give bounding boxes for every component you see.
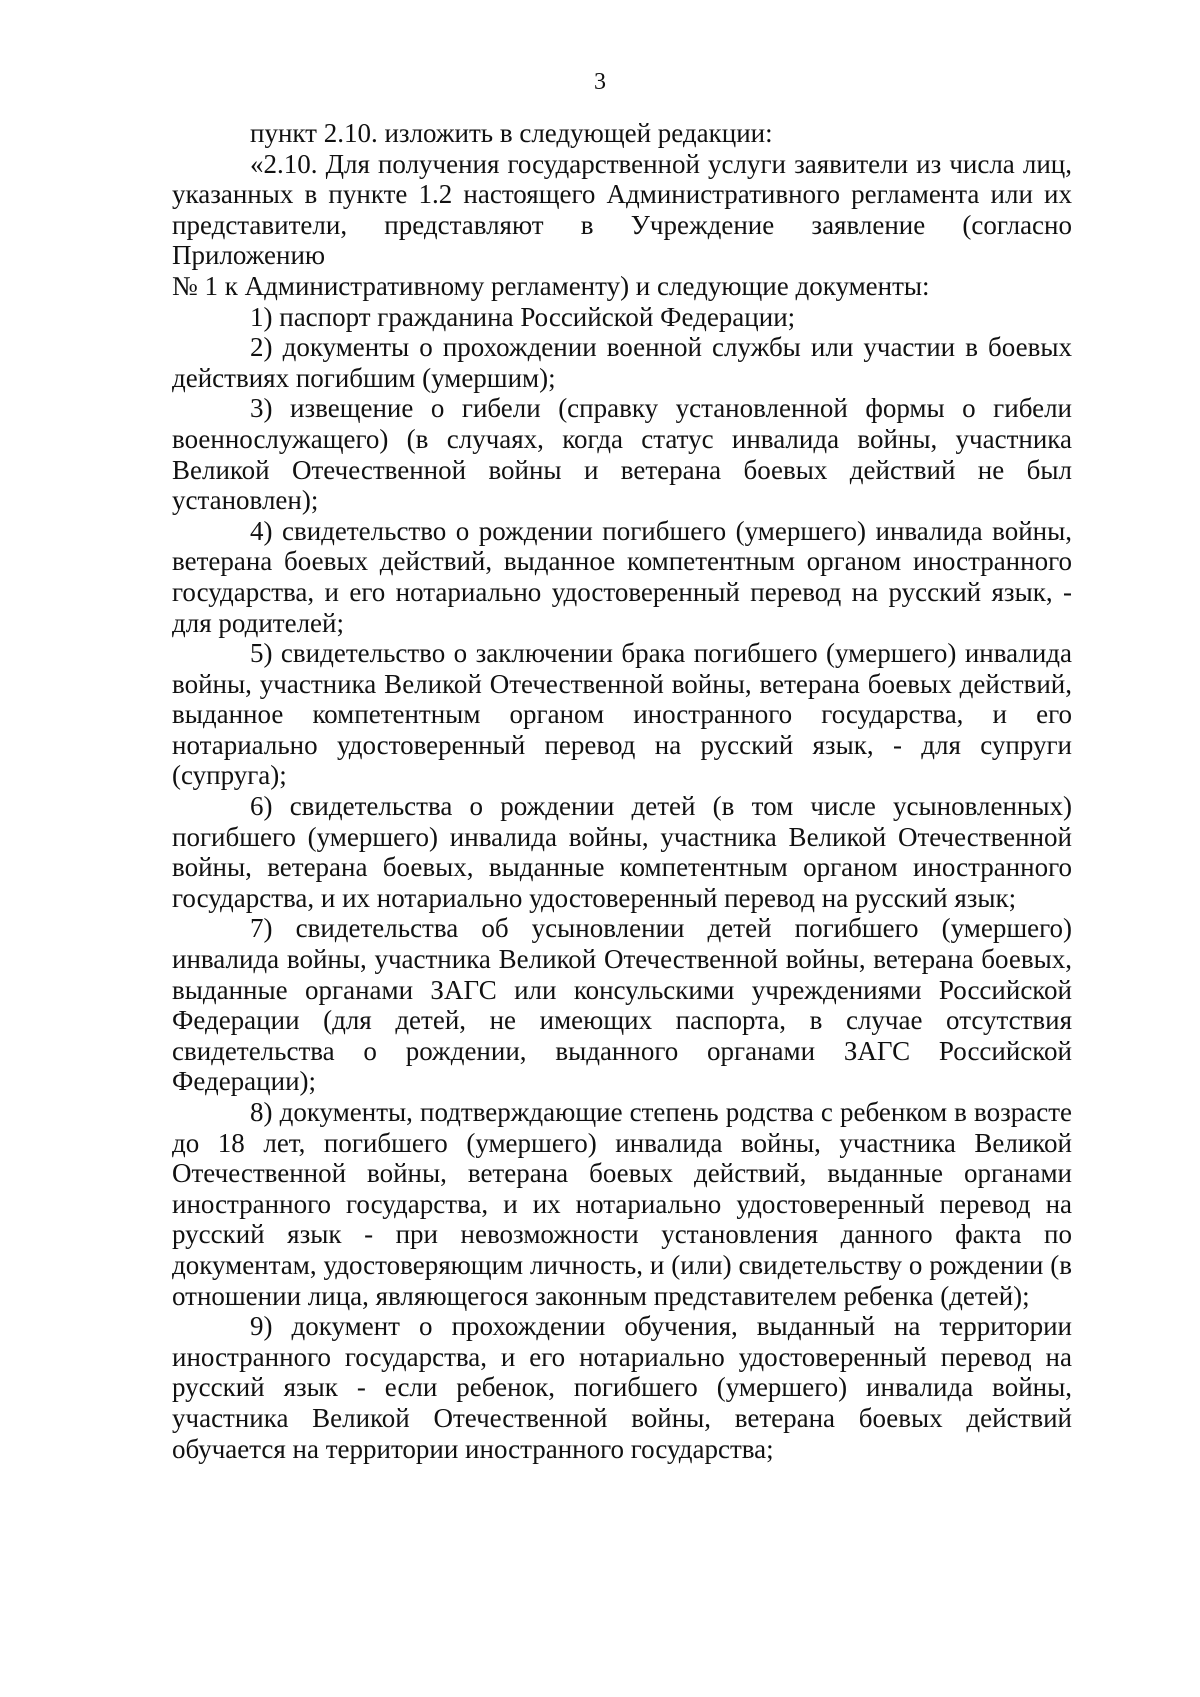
list-item-8: 8) документы, подтверждающие степень родства с ребенком в возрасте до 18 лет, погибшего (умершего) инвалида войны, участника Великой Отечественной войны, ветерана боевых действий, выданные органами иностранного государства, и их нотариально удостоверенный перевод на русский язык - при невозможности установления данного факта по документам, удостоверяющим личность, и (или) свидетельству о рождении (в отношении лица, являющегося законным представителем ребенка (детей); [172,1097,1072,1311]
list-item-9: 9) документ о прохождении обучения, выданный на территории иностранного государства, и его нотариально удостоверенный перевод на русский язык - если ребенок, погибшего (умершего) инвалида войны, участника Великой Отечественной войны, ветерана боевых действий обучается на территории иностранного государства; [172,1311,1072,1464]
page-number: 3 [594,69,606,95]
paragraph-intro: пункт 2.10. изложить в следующей редакции: [250,118,773,148]
list-item-3: 3) извещение о гибели (справку установленной формы о гибели военнослужащего) (в случаях, когда статус инвалида войны, участника Великой Отечественной войны и ветерана боевых действий не был установлен); [172,393,1072,516]
list-item-6: 6) свидетельства о рождении детей (в том числе усыновленных) погибшего (умершего) инвалида войны, участника Великой Отечественной войны, ветерана боевых, выданные компетентным органом иностранного государства, и их нотариально удостоверенный перевод на русский язык; [172,791,1072,913]
list-item-4: 4) свидетельство о рождении погибшего (умершего) инвалида войны, ветерана боевых действий, выданное компетентным органом иностранного государства, и его нотариально удостоверенный перевод на русский язык, - для родителей; [172,515,1072,638]
list-item-1: 1) паспорт гражданина Российской Федерации; [250,301,796,332]
list-item-5: 5) свидетельство о заключении брака погибшего (умершего) инвалида войны, участника Великой Отечественной войны, ветерана боевых действий, выданное компетентным органом иностранного государства, и его нотариально удостоверенный перевод на русский язык, - для супруги (супруга); [172,638,1072,791]
paragraph-2-10: «2.10. Для получения государственной услуги заявители из числа лиц, указанных в пункте 1.2 настоящего Административного регламента или их представители, представляют в Учреждение заявление (согласно Приложению [172,148,1072,271]
paragraph-documents-list-intro: № 1 к Административному регламенту) и следующие документы: [172,270,930,301]
list-item-2: 2) документы о прохождении военной службы или участии в боевых действиях погибшим (умершим); [172,332,1072,393]
list-item-7: 7) свидетельства об усыновлении детей погибшего (умершего) инвалида войны, участника Великой Отечественной войны, ветерана боевых, выданные органами ЗАГС или консульскими учреждениями Российской Федерации (для детей, не имеющих паспорта, в случае отсутствия свидетельства о рождении, выданного органами ЗАГС Российской Федерации); [172,913,1072,1097]
document-body [172,118,1072,1464]
